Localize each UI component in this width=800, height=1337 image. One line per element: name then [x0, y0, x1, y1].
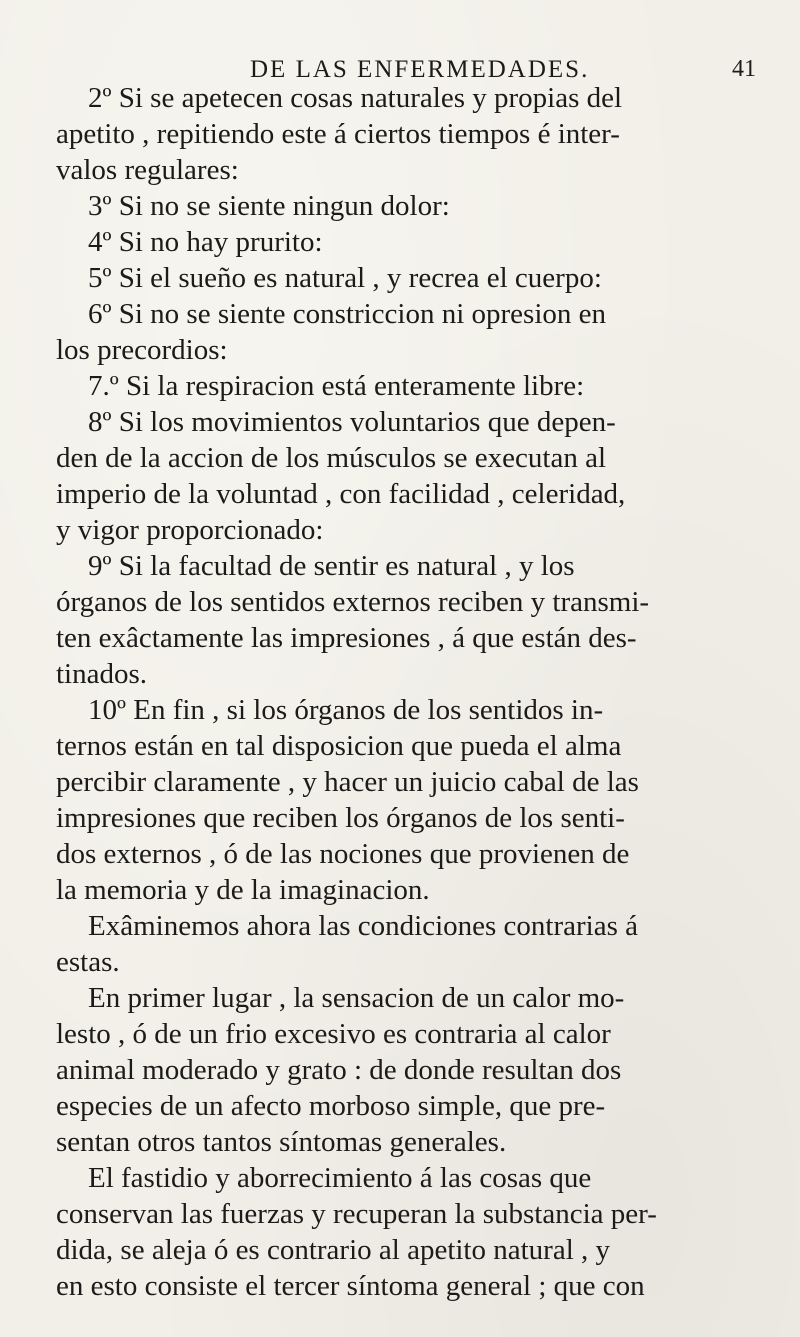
text-line: 2º Si se apetecen cosas naturales y propias del	[88, 82, 623, 114]
text-line: órganos de los sentidos externos reciben y transmi-	[56, 586, 650, 618]
text-line: percibir claramente , y hacer un juicio cabal de las	[56, 766, 639, 798]
text-line: y vigor proporcionado:	[56, 514, 324, 546]
text-line: En primer lugar , la sensacion de un calor mo-	[88, 982, 625, 1014]
text-line: apetito , repitiendo este á ciertos tiempos é inter-	[56, 118, 620, 150]
text-line: den de la accion de los músculos se executan al	[56, 442, 606, 474]
text-line: la memoria y de la imaginacion.	[56, 874, 430, 906]
text-line: en esto consiste el tercer síntoma general ; que con	[56, 1270, 645, 1302]
text-line: 8º Si los movimientos voluntarios que depen-	[88, 406, 616, 438]
text-line: 6º Si no se siente constriccion ni opresion en	[88, 298, 607, 330]
text-line: lesto , ó de un frio excesivo es contraria al calor	[56, 1018, 611, 1050]
text-line: 4º Si no hay prurito:	[88, 226, 323, 258]
running-head	[0, 30, 800, 83]
text-line: ternos están en tal disposicion que pueda el alma	[56, 730, 622, 762]
text-line: impresiones que reciben los órganos de los senti-	[56, 802, 625, 834]
page-number: 41	[732, 56, 756, 82]
text-line: los precordios:	[56, 334, 228, 366]
text-line: conservan las fuerzas y recuperan la substancia per-	[56, 1198, 657, 1230]
text-line: 10º En fin , si los órganos de los sentidos in-	[88, 694, 604, 726]
text-line: especies de un afecto morboso simple, que pre-	[56, 1090, 606, 1122]
text-line: estas.	[56, 946, 120, 978]
text-line: Exâminemos ahora las condiciones contrarias á	[88, 910, 638, 942]
body-text	[0, 80, 800, 1330]
text-line: valos regulares:	[56, 154, 239, 186]
text-line: dos externos , ó de las nociones que provienen de	[56, 838, 630, 870]
text-line: dida, se aleja ó es contrario al apetito natural , y	[56, 1234, 611, 1266]
text-line: El fastidio y aborrecimiento á las cosas que	[88, 1162, 592, 1194]
text-line: imperio de la voluntad , con facilidad , celeridad,	[56, 478, 626, 510]
text-line: tinados.	[56, 658, 148, 690]
text-line: 7.º Si la respiracion está enteramente libre:	[88, 370, 585, 402]
text-line: ten exâctamente las impresiones , á que están des-	[56, 622, 637, 654]
text-line: 3º Si no se siente ningun dolor:	[88, 190, 450, 222]
text-line: 9º Si la facultad de sentir es natural , y los	[88, 550, 575, 582]
running-title: DE LAS ENFERMEDADES.	[250, 56, 590, 83]
text-line: sentan otros tantos síntomas generales.	[56, 1126, 507, 1158]
text-line: animal moderado y grato : de donde resultan dos	[56, 1054, 622, 1086]
text-line: 5º Si el sueño es natural , y recrea el cuerpo:	[88, 262, 602, 294]
